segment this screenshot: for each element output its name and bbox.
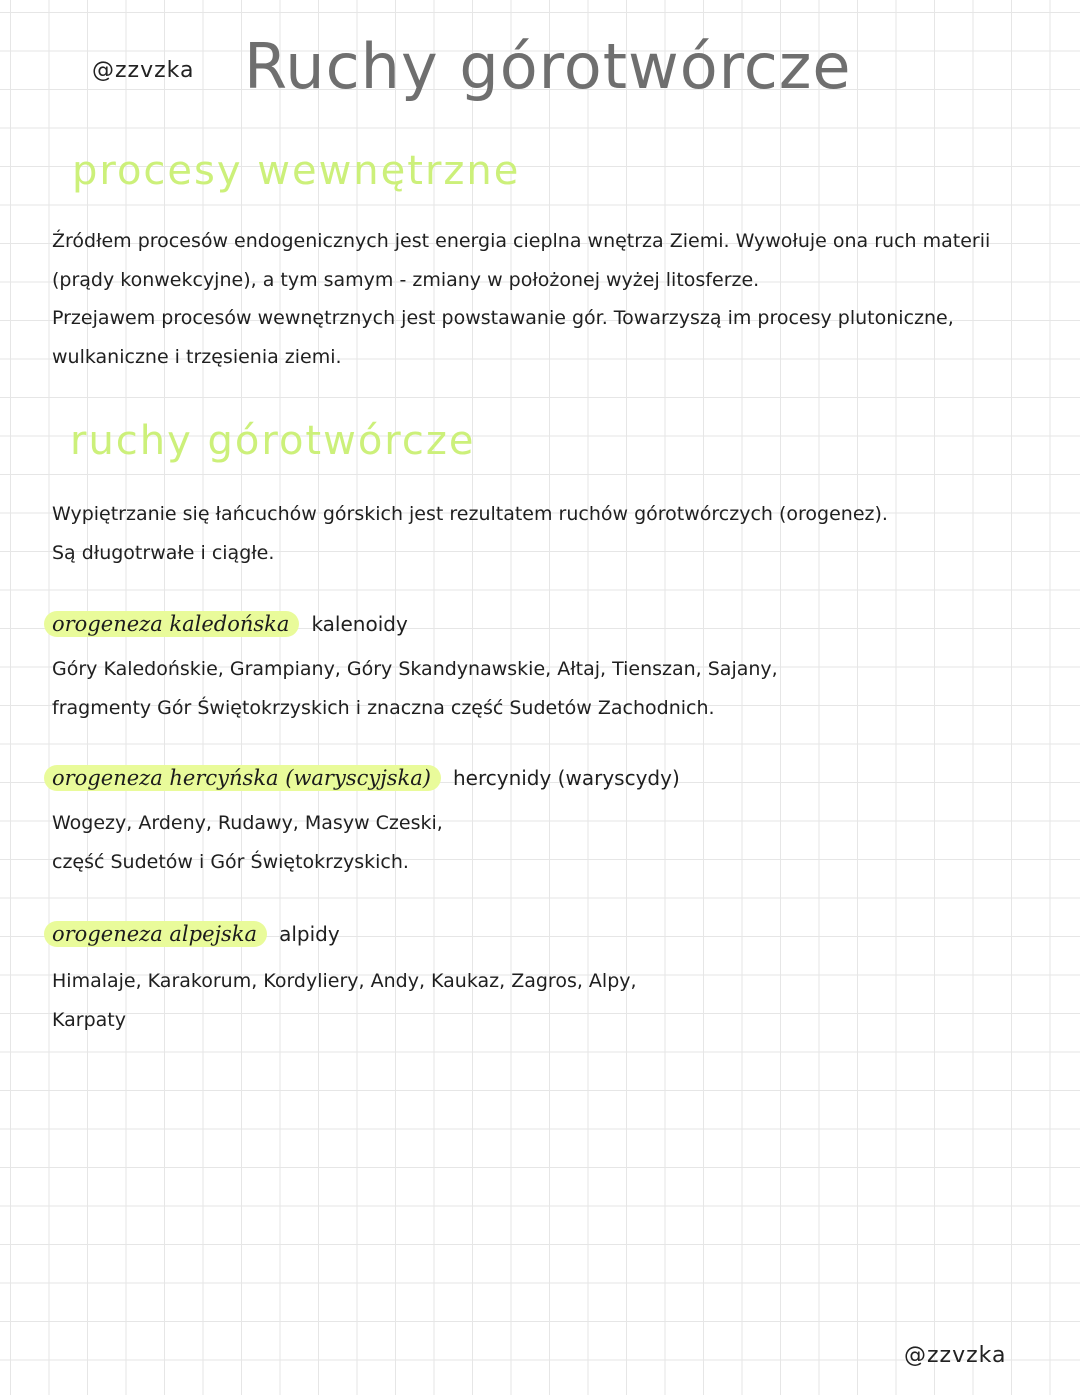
author-handle: @zzvzka	[92, 58, 195, 83]
orogeny-kaledonska	[44, 612, 408, 636]
orogeny-hercynska	[44, 766, 680, 790]
text-line: Karpaty	[52, 1008, 126, 1031]
text-line: Wypiętrzanie się łańcuchów górskich jest rezultatem ruchów górotwórczych (orogenez).	[52, 503, 888, 525]
text-line: Źródłem procesów endogenicznych jest energia cieplna wnętrza Ziemi. Wywołuje ona ruch materii	[52, 230, 991, 252]
orogeny-result: alpidy	[279, 922, 340, 946]
section-heading-procesy: procesy wewnętrzne	[72, 148, 521, 194]
orogeny-alpejska-ranges	[52, 962, 637, 1039]
section-body-ruchy	[52, 495, 888, 572]
footer-handle: @zzvzka	[904, 1343, 1007, 1368]
orogeny-result: hercynidy (waryscydy)	[452, 766, 680, 790]
page-title: Ruchy górotwórcze	[244, 30, 852, 103]
text-line: fragmenty Gór Świętokrzyskich i znaczna część Sudetów Zachodnich.	[52, 696, 715, 719]
text-line: część Sudetów i Gór Świętokrzyskich.	[52, 850, 409, 873]
orogeny-result: kalenoidy	[311, 612, 408, 636]
orogeny-alpejska	[44, 922, 340, 946]
section-heading-ruchy: ruchy górotwórcze	[70, 418, 476, 464]
orogeny-kaledonska-ranges	[52, 650, 778, 727]
orogeny-name: orogeneza alpejska	[44, 921, 267, 947]
text-line: Himalaje, Karakorum, Kordyliery, Andy, Kaukaz, Zagros, Alpy,	[52, 970, 637, 992]
orogeny-hercynska-ranges	[52, 804, 443, 881]
section-body-procesy	[52, 222, 990, 376]
text-line: Są długotrwałe i ciągłe.	[52, 541, 275, 564]
text-line: Góry Kaledońskie, Grampiany, Góry Skandynawskie, Ałtaj, Tienszan, Sajany,	[52, 658, 778, 680]
text-line: Wogezy, Ardeny, Rudawy, Masyw Czeski,	[52, 812, 443, 834]
text-line: (prądy konwekcyjne), a tym samym - zmiany w położonej wyżej litosferze.	[52, 268, 760, 291]
text-line: wulkaniczne i trzęsienia ziemi.	[52, 345, 342, 368]
orogeny-name: orogeneza kaledońska	[44, 611, 299, 637]
orogeny-name: orogeneza hercyńska (waryscyjska)	[44, 765, 441, 791]
text-line: Przejawem procesów wewnętrznych jest powstawanie gór. Towarzyszą im procesy plutoniczne,	[52, 307, 954, 329]
